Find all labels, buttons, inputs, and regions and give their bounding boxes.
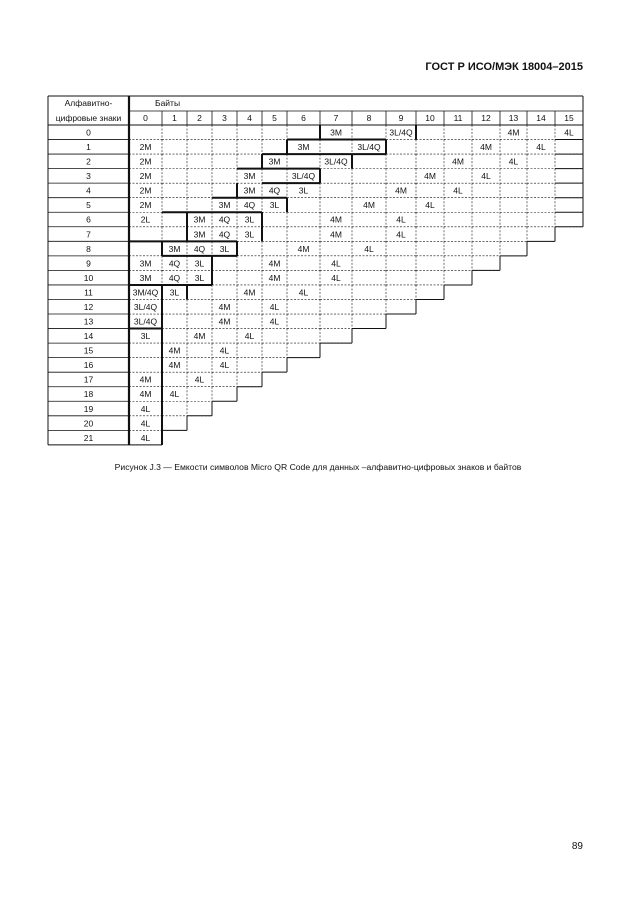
capacity-cell: 3M/4Q <box>132 287 159 298</box>
capacity-cell: 4L <box>140 418 151 429</box>
alnum-row-label: 1 <box>86 142 91 153</box>
capacity-cell: 4M <box>330 229 342 240</box>
byte-column-label: 12 <box>481 113 491 123</box>
capacity-cell: 2M <box>139 171 152 182</box>
capacity-cell: 3L <box>219 243 230 254</box>
page-number: 89 <box>571 841 583 852</box>
capacity-cell: 4L <box>140 432 151 443</box>
capacity-cell: 4L <box>140 403 151 414</box>
capacity-cell: 4Q <box>218 229 231 240</box>
capacity-cell: 3L/4Q <box>133 301 158 312</box>
alnum-row-label: 18 <box>83 389 94 400</box>
capacity-cell: 3L <box>244 214 255 225</box>
byte-column-label: 6 <box>301 113 306 123</box>
alnum-row-label: 4 <box>86 185 91 196</box>
row-header-label: цифровые знаки <box>55 113 122 123</box>
capacity-cell: 4M <box>168 345 181 356</box>
byte-column-label: 7 <box>333 113 339 123</box>
alnum-row-label: 17 <box>83 374 94 385</box>
byte-column-label: 13 <box>508 113 519 123</box>
capacity-cell: 3M <box>193 214 206 225</box>
capacity-cell: 4L <box>269 301 280 312</box>
byte-column-label: 0 <box>143 113 148 123</box>
alnum-row-label: 5 <box>86 200 91 211</box>
capacity-cell: 4L <box>396 214 406 225</box>
capacity-cell: 4M <box>452 156 464 167</box>
byte-column-label: 15 <box>564 113 574 123</box>
column-header-label: Байты <box>155 98 181 108</box>
capacity-cell: 4M <box>507 127 520 138</box>
capacity-cell: 4M <box>297 243 310 254</box>
capacity-cell: 3M <box>243 171 256 182</box>
capacity-cell: 3L <box>194 258 205 269</box>
capacity-cell: 4L <box>331 272 341 283</box>
capacity-cell: 4L <box>219 345 230 356</box>
capacity-cell: 3L <box>169 287 180 298</box>
byte-column-label: 11 <box>453 113 463 123</box>
capacity-cell: 2L <box>140 214 151 225</box>
alnum-row-label: 21 <box>83 432 94 443</box>
capacity-cell: 4Q <box>243 200 256 211</box>
capacity-cell: 4M <box>218 301 231 312</box>
alnum-row-label: 13 <box>83 316 94 327</box>
capacity-cell: 4M <box>480 142 492 153</box>
capacity-cell: 4Q <box>268 185 281 196</box>
capacity-cell: 3M <box>193 229 206 240</box>
capacity-cell: 4L <box>536 142 546 153</box>
capacity-cell: 4M <box>243 287 256 298</box>
capacity-cell: 3L <box>244 229 255 240</box>
document-code: ГОСТ Р ИСО/МЭК 18004–2015 <box>425 61 583 73</box>
capacity-cell: 3M <box>297 142 310 153</box>
capacity-cell: 2M <box>139 200 152 211</box>
capacity-cell: 2M <box>139 185 152 196</box>
alnum-row-label: 8 <box>86 243 91 254</box>
capacity-cell: 4L <box>298 287 309 298</box>
capacity-cell: 4Q <box>218 214 231 225</box>
alnum-row-label: 6 <box>86 214 91 225</box>
alnum-row-label: 14 <box>83 331 94 342</box>
capacity-cell: 4L <box>508 156 519 167</box>
capacity-cell: 3M <box>330 127 342 138</box>
capacity-cell: 4M <box>193 331 206 342</box>
capacity-cell: 4M <box>268 272 281 283</box>
alnum-row-label: 0 <box>86 127 91 138</box>
byte-column-label: 10 <box>425 113 435 123</box>
alnum-row-label: 19 <box>83 403 94 414</box>
capacity-cell: 4M <box>218 316 231 327</box>
byte-column-label: 5 <box>272 113 277 123</box>
capacity-cell: 4Q <box>193 243 206 254</box>
capacity-cell: 3L/4Q <box>324 156 348 167</box>
capacity-cell: 3M <box>243 185 256 196</box>
alnum-row-label: 15 <box>83 345 94 356</box>
capacity-cell: 4M <box>268 258 281 269</box>
byte-column-label: 1 <box>172 113 177 123</box>
capacity-cell: 3L <box>269 200 280 211</box>
capacity-cell: 4M <box>363 200 375 211</box>
alnum-row-label: 10 <box>83 272 94 283</box>
capacity-cell: 4L <box>564 127 574 138</box>
alnum-row-label: 2 <box>86 156 91 167</box>
capacity-cell: 2M <box>139 142 152 153</box>
capacity-cell: 3M <box>139 272 152 283</box>
byte-column-label: 3 <box>222 113 227 123</box>
capacity-cell: 3L <box>194 272 205 283</box>
capacity-cell: 4L <box>453 185 463 196</box>
alnum-row-label: 3 <box>86 171 91 182</box>
capacity-cell: 4L <box>481 171 491 182</box>
capacity-cell: 4L <box>219 360 230 371</box>
capacity-cell: 3L/4Q <box>389 127 413 138</box>
capacity-cell: 4M <box>139 374 152 385</box>
capacity-cell: 3M <box>139 258 152 269</box>
byte-column-label: 14 <box>536 113 546 123</box>
capacity-cell: 4L <box>425 200 435 211</box>
alnum-row-label: 12 <box>83 301 94 312</box>
alnum-row-label: 9 <box>86 258 91 269</box>
capacity-cell: 4M <box>168 360 181 371</box>
capacity-cell: 4Q <box>168 272 181 283</box>
capacity-cell: 4M <box>330 214 342 225</box>
capacity-cell: 4L <box>169 389 180 400</box>
capacity-cell: 4M <box>139 389 152 400</box>
byte-column-label: 8 <box>366 113 372 123</box>
alnum-row-label: 11 <box>84 287 93 298</box>
capacity-cell: 4M <box>395 185 407 196</box>
capacity-cell: 3M <box>268 156 281 167</box>
capacity-cell: 3L <box>298 185 309 196</box>
capacity-cell: 4M <box>424 171 436 182</box>
byte-column-label: 2 <box>197 113 202 123</box>
capacity-cell: 4L <box>269 316 280 327</box>
row-header-label: Алфавитно- <box>64 98 113 108</box>
capacity-cell: 2M <box>139 156 152 167</box>
capacity-cell: 4L <box>331 258 341 269</box>
alnum-row-label: 16 <box>83 360 94 371</box>
capacity-cell: 3M <box>168 243 181 254</box>
byte-column-label: 4 <box>247 113 252 123</box>
capacity-cell: 4L <box>244 331 255 342</box>
capacity-cell: 3L/4Q <box>357 142 381 153</box>
alnum-row-label: 20 <box>83 418 94 429</box>
alnum-row-label: 7 <box>86 229 91 240</box>
capacity-cell: 3M <box>218 200 231 211</box>
byte-column-label: 9 <box>398 113 404 123</box>
capacity-cell: 3L/4Q <box>133 316 158 327</box>
capacity-cell: 4Q <box>168 258 181 269</box>
capacity-cell: 4L <box>396 229 406 240</box>
capacity-cell: 3L/4Q <box>291 171 316 182</box>
figure-caption: Рисунок J.3 — Емкости символов Micro QR Code для данных –алфавитно-цифровых знаков и байтов <box>114 462 522 472</box>
capacity-cell: 4L <box>364 243 374 254</box>
capacity-cell: 3L <box>140 331 151 342</box>
capacity-cell: 4L <box>194 374 205 385</box>
